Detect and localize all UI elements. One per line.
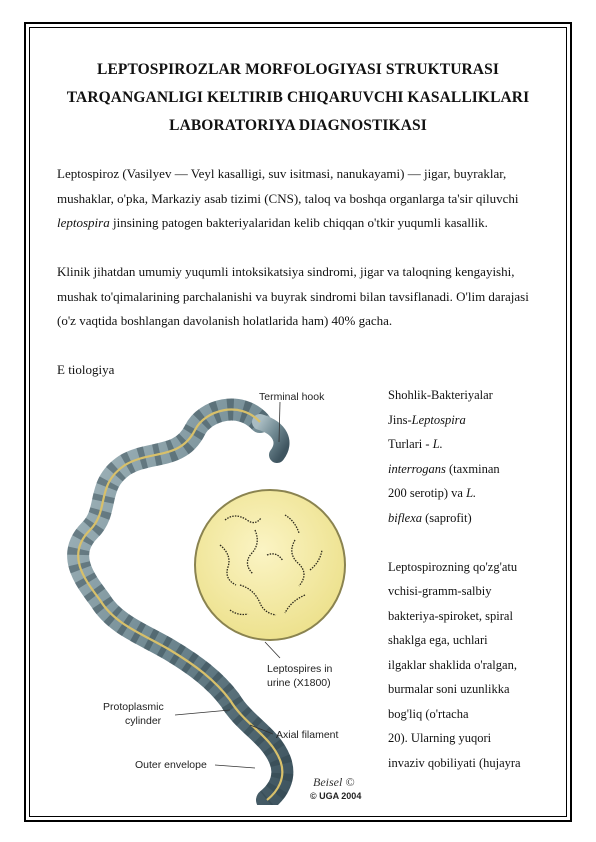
species-line-3: 200 serotip) va L. xyxy=(388,486,477,500)
leader-leptospires xyxy=(265,642,280,658)
genus-name: leptospira xyxy=(57,215,110,230)
title-line-3: LABORATORIYA DIAGNOSTIKASI xyxy=(169,117,427,134)
leader-outer xyxy=(215,765,255,768)
label-outer-envelope: Outer envelope xyxy=(135,759,207,771)
species-line-4: biflexa (saprofit) xyxy=(388,510,472,525)
label-protoplasmic-2: cylinder xyxy=(125,715,162,727)
etiology-heading: E tiologiya xyxy=(57,362,115,377)
leader-protoplasmic xyxy=(175,710,230,715)
artist-signature: Beisel © xyxy=(313,775,355,789)
title-line-1: LEPTOSPIROZLAR MORFOLOGIYASI STRUKTURASI xyxy=(97,61,499,78)
morph-line: 20). Ularning yuqori xyxy=(388,731,492,745)
morph-line: Leptospirozning qo'zg'atu xyxy=(388,559,518,574)
morph-line: bog'liq (o'rtacha xyxy=(388,706,469,721)
morph-line: ilgaklar shaklida o'ralgan, xyxy=(388,657,517,672)
leptospira-drawing xyxy=(55,380,385,805)
leptospira-illustration xyxy=(55,380,385,805)
morph-line: vchisi-gramm-salbiy xyxy=(388,584,492,598)
label-leptospires-1: Leptospires in xyxy=(267,663,333,675)
intro-paragraph-2: Klinik jihatdan umumiy yuqumli intoksikatsiya sindromi, jigar va taloqning kengayishi, mushak to'qimalarining parchalanishi va buyrak sindromi bilan tavsiflanadi. O'lim darajasi (o'z vaqtida boshlangan davolanish holatlarida ham) 40% gacha. xyxy=(57,264,529,328)
terminal-hook xyxy=(260,422,282,455)
sidebar-text xyxy=(388,383,548,775)
spacer xyxy=(388,530,548,555)
label-axial-filament: Axial filament xyxy=(276,729,339,741)
kingdom-line: Shohlik-Bakteriyalar xyxy=(388,388,493,402)
morph-line: bakteriya-spiroket, spiral xyxy=(388,608,513,623)
label-protoplasmic-1: Protoplasmic xyxy=(103,701,164,713)
species-line-2: interrogans (taxminan xyxy=(388,461,500,476)
label-terminal-hook: Terminal hook xyxy=(259,391,325,403)
species-line: Turlari - L. xyxy=(388,437,443,451)
copyright-label: © UGA 2004 xyxy=(310,791,362,801)
micrograph-circle xyxy=(195,490,345,640)
morph-line: invaziv qobiliyati (hujayra xyxy=(388,755,521,770)
morph-line: burmalar soni uzunlikka xyxy=(388,682,510,696)
document-title xyxy=(40,56,556,140)
title-line-2: TARQANGANLIGI KELTIRIB CHIQARUVCHI KASALLIKLARI xyxy=(66,89,530,106)
genus-line: Jins-Leptospira xyxy=(388,412,466,427)
morph-line: shaklga ega, uchlari xyxy=(388,633,488,647)
intro-paragraph-1: Leptospiroz (Vasilyev — Veyl kasalligi, suv isitmasi, nanukayami) — jigar, buyraklar, mushaklar, o'pka, Markaziy asab tizimi (CNS), taloq va boshqa organlarga ta'sir qiluvchi leptospira jinsining patogen bakteriyalaridan kelib chiqqan o'tkir yuqumli kasallik. xyxy=(57,166,519,230)
label-leptospires-2: urine (X1800) xyxy=(267,677,331,689)
